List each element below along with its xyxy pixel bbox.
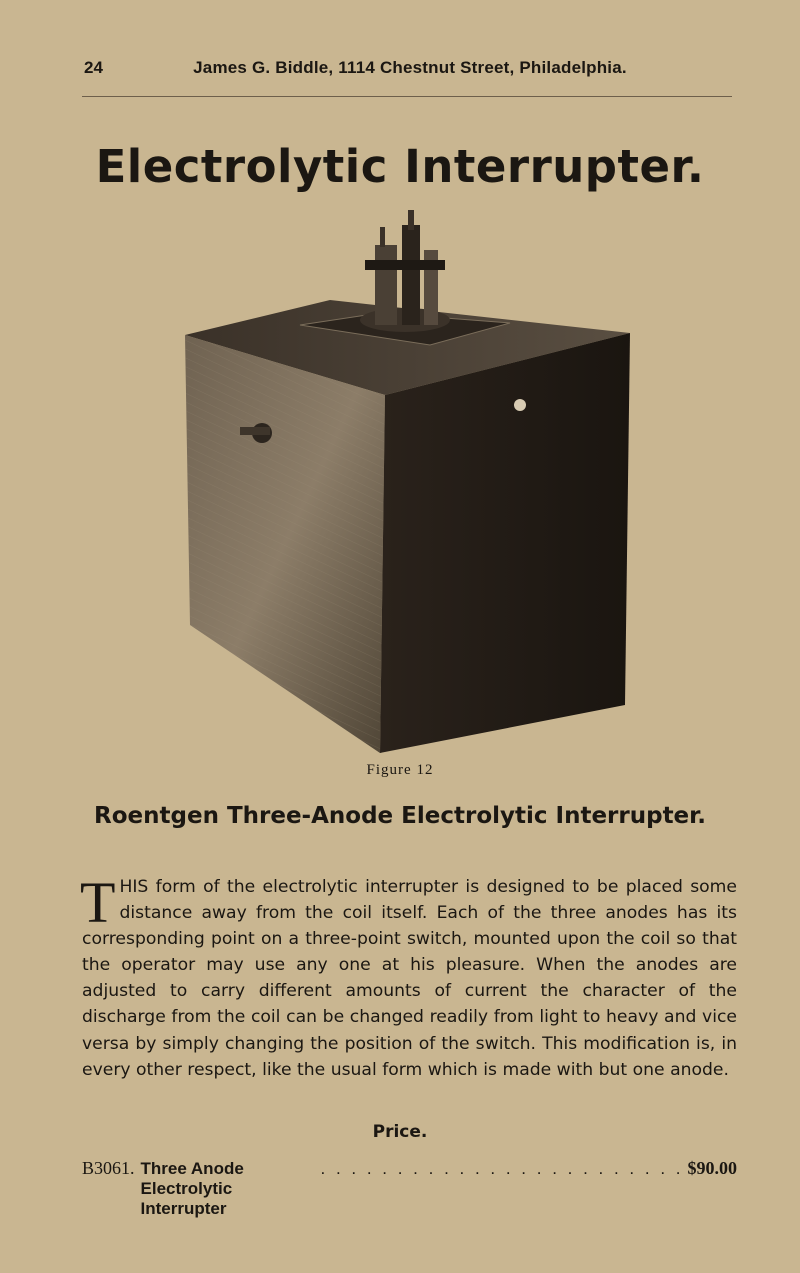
dot-leaders: . . . . . . . . . . . . . . . . . . . . . . . .: [320, 1159, 684, 1178]
page-title: Electrolytic Interrupter.: [95, 140, 705, 193]
catalog-number: B3061.: [82, 1158, 135, 1178]
drop-cap: T: [80, 870, 116, 935]
header-rule: [82, 96, 732, 97]
price-line: [82, 1158, 737, 1219]
running-head: [84, 58, 716, 78]
description-text: HIS form of the electrolytic interrupter is designed to be placed some distance away from the coil itself. Each of the three anodes has its corresponding point on a three-point switch, mounted upon the coil so that the operator may use any one at his pleasure. When the anodes are adjusted to carry different amounts of current the character of the discharge from the coil can be changed readily from light to heavy and vice versa by simply changing the position of the switch. This modification is, in every other respect, like the usual form which is made with but one anode.: [82, 877, 737, 1080]
box-right-face: [380, 333, 630, 753]
figure-caption: Figure 12: [366, 762, 434, 778]
product-description: Three Anode Electrolytic Interrupter: [140, 1159, 244, 1218]
description-paragraph: [80, 870, 737, 1083]
price-amount: $90.00: [687, 1158, 737, 1178]
page-number: 24: [84, 58, 103, 77]
interrupter-photo: [180, 205, 640, 755]
running-title: James G. Biddle, 1114 Chestnut Street, Philadelphia.: [193, 58, 627, 77]
interrupter-illustration: [180, 205, 640, 755]
section-title: Roentgen Three-Anode Electrolytic Interrupter.: [94, 803, 706, 829]
price-heading: Price.: [372, 1122, 428, 1142]
